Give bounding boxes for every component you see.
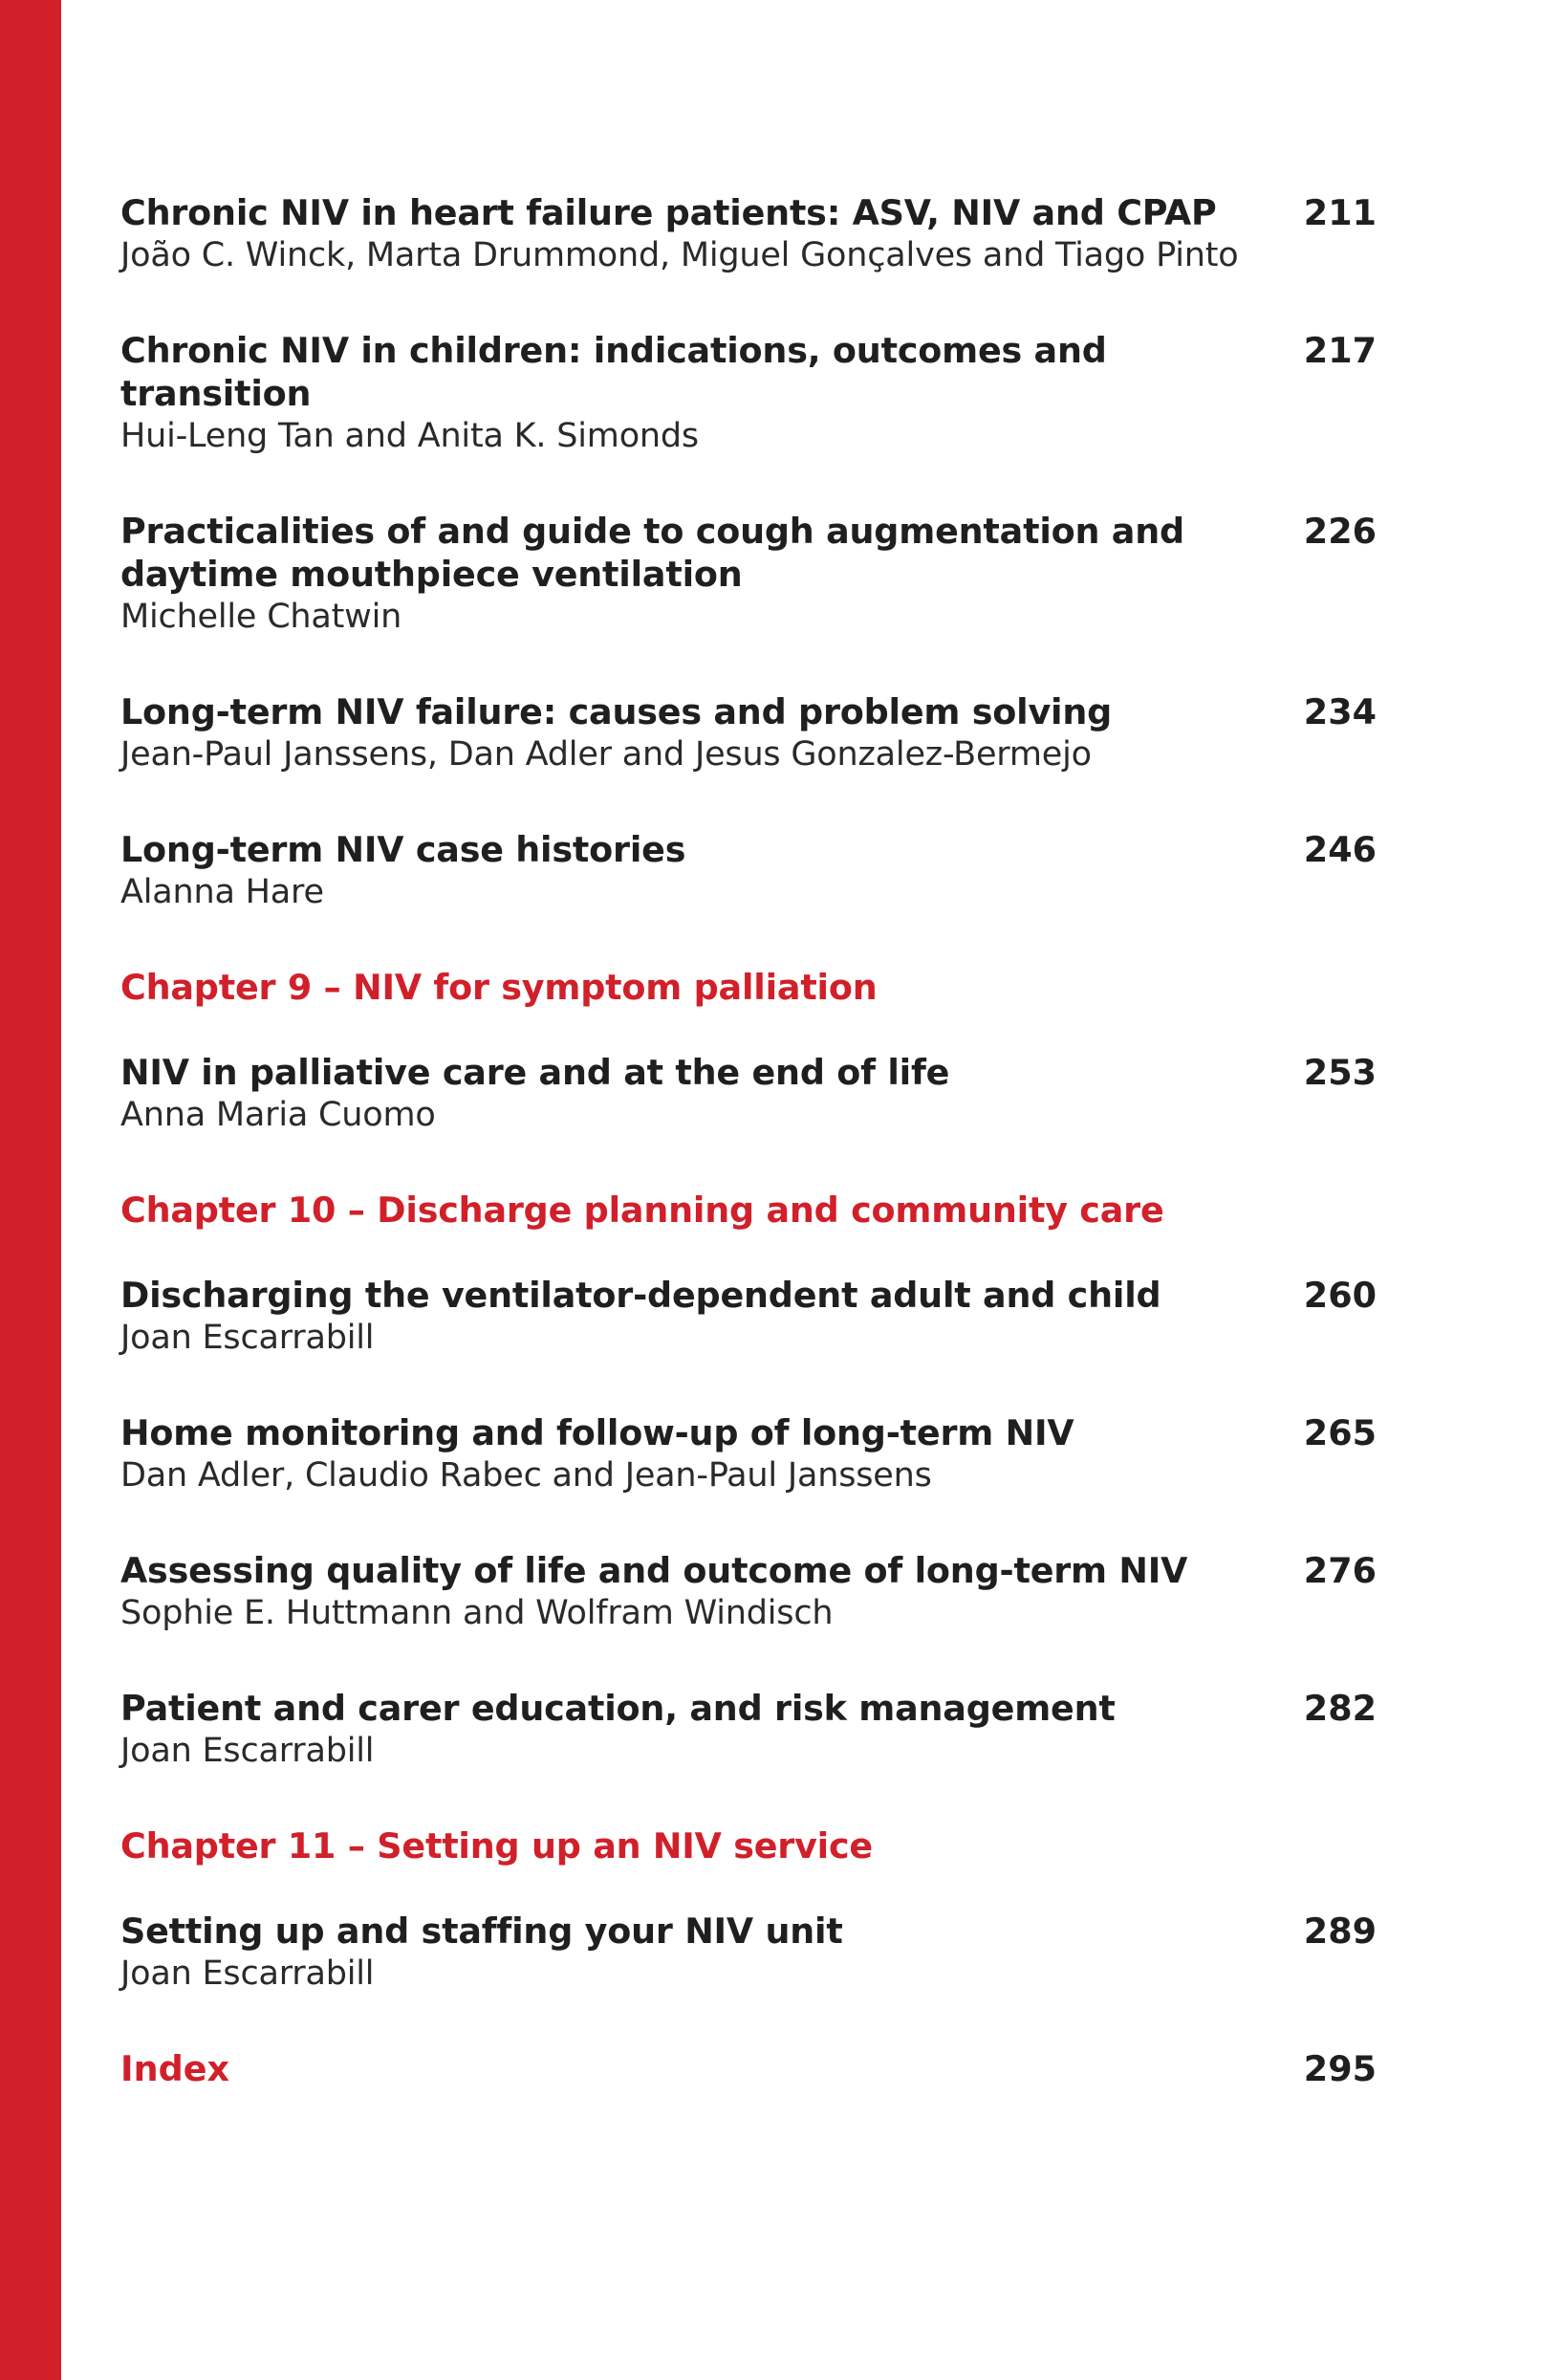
entry-page-number: 260 [1303,1275,1377,1316]
entry-page-number: 289 [1303,1911,1377,1952]
entry-page-number: 282 [1303,1688,1377,1729]
entry-title: Long-term NIV failure: causes and problem solving [120,691,1113,732]
toc-entry[interactable] [120,1549,1382,1635]
table-of-contents [120,191,1382,2090]
chapter-heading[interactable]: Chapter 11 – Setting up an NIV service [120,1825,873,1867]
toc-entry[interactable] [120,510,1382,639]
toc-entry[interactable] [120,828,1382,914]
toc-entry[interactable] [120,1051,1382,1137]
entry-authors: Joan Escarrabill [120,1954,375,1993]
entry-title: Patient and carer education, and risk management [120,1688,1116,1729]
entry-authors: Joan Escarrabill [120,1319,375,1357]
chapter-heading[interactable]: Chapter 9 – NIV for symptom palliation [120,967,878,1008]
toc-entry[interactable] [120,1910,1382,1996]
entry-page-number: 211 [1303,192,1377,233]
toc-entry[interactable] [120,1274,1382,1360]
entry-title: Setting up and staffing your NIV unit [120,1911,843,1952]
entry-title: Discharging the ventilator-dependent adult and child [120,1275,1161,1316]
entry-page-number: 276 [1303,1550,1377,1591]
toc-entry[interactable] [120,191,1382,277]
entry-authors: Jean-Paul Janssens, Dan Adler and Jesus Gonzalez-Bermejo [120,735,1092,774]
entry-title: Long-term NIV case histories [120,829,686,870]
entry-page-number: 234 [1303,691,1377,732]
entry-page-number: 217 [1303,330,1377,371]
toc-entry[interactable] [120,1411,1382,1497]
entry-title: Assessing quality of life and outcome of long-term NIV [120,1550,1188,1591]
entry-title: NIV in palliative care and at the end of life [120,1052,950,1093]
entry-page-number: 226 [1303,511,1377,552]
toc-entry[interactable] [120,329,1382,458]
toc-entry[interactable] [120,1687,1382,1773]
red-side-bar [0,0,61,2380]
toc-entry[interactable] [120,690,1382,776]
chapter-heading[interactable]: Chapter 10 – Discharge planning and community care [120,1190,1164,1231]
entry-title: Home monitoring and follow-up of long-term NIV [120,1412,1074,1453]
entry-page-number: 253 [1303,1052,1377,1093]
index-entry[interactable] [120,2047,1382,2090]
entry-page-number: 246 [1303,829,1377,870]
index-label: Index [120,2048,229,2089]
entry-authors: João C. Winck, Marta Drummond, Miguel Gonçalves and Tiago Pinto [120,236,1239,274]
entry-authors: Sophie E. Huttmann and Wolfram Windisch [120,1594,834,1632]
entry-title: Chronic NIV in children: indications, outcomes and transition [120,330,1107,414]
entry-authors: Joan Escarrabill [120,1732,375,1770]
index-page-number: 295 [1303,2048,1377,2089]
entry-title: Practicalities of and guide to cough augmentation and daytime mouthpiece ventilation [120,511,1184,595]
entry-authors: Michelle Chatwin [120,598,402,636]
entry-page-number: 265 [1303,1412,1377,1453]
entry-authors: Anna Maria Cuomo [120,1096,436,1134]
entry-authors: Alanna Hare [120,873,324,911]
entry-authors: Dan Adler, Claudio Rabec and Jean-Paul Janssens [120,1456,932,1495]
entry-title: Chronic NIV in heart failure patients: ASV, NIV and CPAP [120,192,1217,233]
entry-authors: Hui-Leng Tan and Anita K. Simonds [120,417,699,455]
